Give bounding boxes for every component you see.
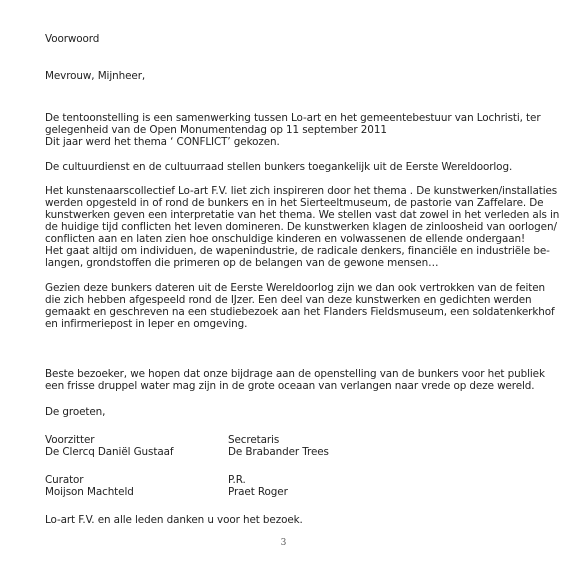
paragraph-3-line-7: langen, grondstoffen die primeren op de belangen van de gewone mensen…	[45, 257, 439, 269]
paragraph-2-line-1: De cultuurdienst en de cultuurraad stellen bunkers toegankelijk uit de Eerste Wereldoorlog.	[45, 161, 513, 173]
closing: De groeten,	[45, 406, 106, 418]
signature-role-pr: P.R.	[228, 474, 246, 486]
heading: Voorwoord	[45, 33, 100, 45]
signature-name-curator: Moijson Machteld	[45, 486, 134, 498]
salutation: Mevrouw, Mijnheer,	[45, 70, 146, 82]
paragraph-1-line-3: Dit jaar werd het thema ‘ CONFLICT’ gekozen.	[45, 136, 280, 148]
signature-role-curator: Curator	[45, 474, 84, 486]
paragraph-4-line-2: die zich hebben afgespeeld rond de IJzer. Een deel van deze kunstwerken en gedichten werden	[45, 294, 532, 306]
signature-role-secretary: Secretaris	[228, 434, 280, 446]
signature-name-chair: De Clercq Daniël Gustaaf	[45, 446, 174, 458]
signature-name-secretary: De Brabander Trees	[228, 446, 329, 458]
paragraph-4-line-4: en infirmeriepost in Ieper en omgeving.	[45, 318, 248, 330]
paragraph-3-line-1: Het kunstenaarscollectief Lo-art F.V. liet zich inspireren door het thema . De kunstwerken/installaties	[45, 185, 558, 197]
signature-role-chair: Voorzitter	[45, 434, 95, 446]
page-number: 3	[280, 538, 287, 548]
paragraph-4-line-1: Gezien deze bunkers dateren uit de Eerste Wereldoorlog zijn we dan ook vertrokken van de feiten	[45, 282, 546, 294]
signature-name-pr: Praet Roger	[228, 486, 288, 498]
paragraph-5-line-1: Beste bezoeker, we hopen dat onze bijdrage aan de openstelling van de bunkers voor het publiek	[45, 368, 545, 380]
paragraph-4-line-3: gemaakt en geschreven na een studiebezoek aan het Flanders Fieldsmuseum, een soldatenkerkhof	[45, 306, 555, 318]
paragraph-1-line-1: De tentoonstelling is een samenwerking tussen Lo-art en het gemeentebestuur van Lochristi, ter	[45, 112, 541, 124]
paragraph-3-line-3: kunstwerken geven een interpretatie van het thema. We stellen vast dat zowel in het verleden als in	[45, 209, 560, 221]
paragraph-3-line-6: Het gaat altijd om individuen, de wapenindustrie, de radicale denkers, financiële en industriële be-	[45, 245, 550, 257]
paragraph-5-line-2: een frisse druppel water mag zijn in de grote oceaan van verlangen naar vrede op deze wereld.	[45, 380, 535, 392]
paragraph-3-line-2: werden opgesteld in of rond de bunkers en in het Sierteeltmuseum, de pastorie van Zaffelare. De	[45, 197, 544, 209]
thanks-line: Lo-art F.V. en alle leden danken u voor het bezoek.	[45, 514, 303, 526]
paragraph-3-line-5: conflicten aan en laten zien hoe onschuldige kinderen en volwassenen de ellende ondergaan!	[45, 233, 526, 245]
paragraph-3-line-4: de huidige tijd conflicten het leven domineren. De kunstwerken klagen de zinloosheid van oorlogen/	[45, 221, 557, 233]
paragraph-1-line-2: gelegenheid van de Open Monumentendag op 11 september 2011	[45, 124, 387, 136]
